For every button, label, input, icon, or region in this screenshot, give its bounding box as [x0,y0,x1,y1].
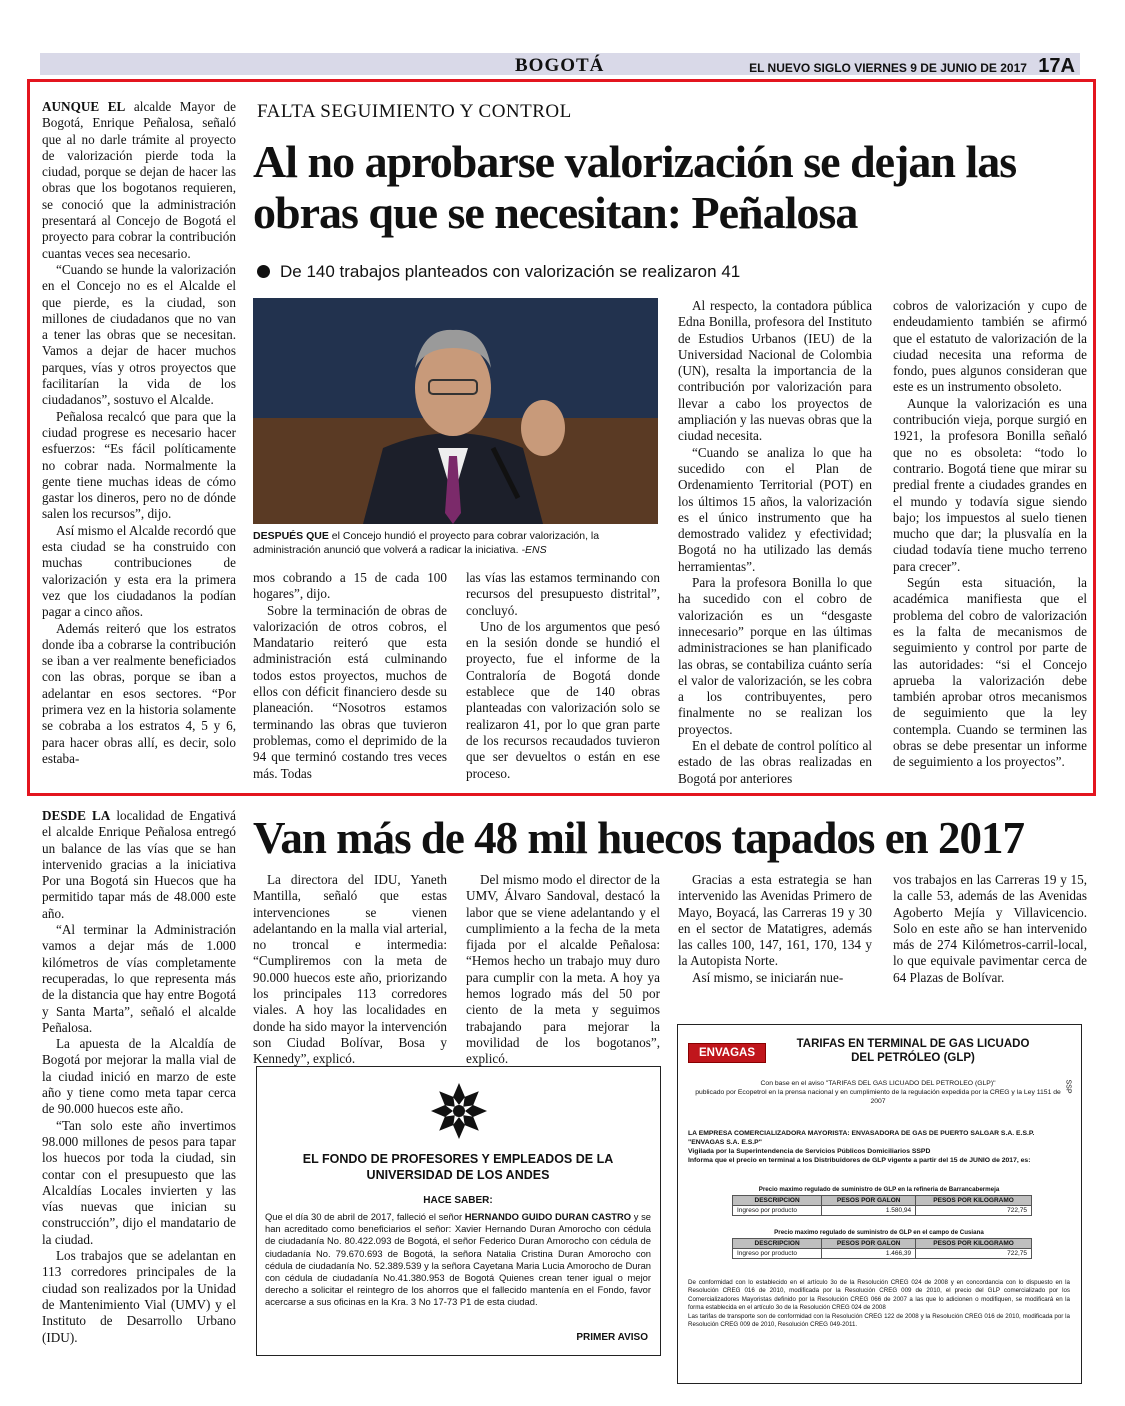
price-table-cusiana [732,1238,1032,1259]
table-cell: 722,75 [916,1206,1032,1216]
section-title: BOGOTÁ [515,55,605,76]
paragraph: las vías las estamos terminando con recursos del presupuesto distrital”, concluyó. [466,570,660,618]
bullet-icon [257,265,270,278]
notice-aviso: PRIMER AVISO [576,1332,648,1343]
table1-title: Precio maximo regulado de suministro de GLP en la refineria de Barrancabermeja [758,1186,1000,1193]
article1-column-1 [42,99,236,767]
paragraph: La apuesta de la Alcaldía de Bogotá por mejorar la malla vial de la ciudad inició en marzo de este año y tiene como meta tapar cerca de 90.000 huecos este año. [42,1036,236,1117]
ssp-side-label: SSP [1064,1079,1072,1094]
table-header: PESOS POR KILOGRAMO [916,1239,1032,1249]
table-header: PESOS POR GALON [822,1196,916,1206]
paragraph: “Al terminar la Administración vamos a dejar más de 1.000 kilómetros de vías completamente recuperadas, lo que representa más de la distancia que hay entre Bogotá y Santa Marta”, señaló el alcalde Peñalosa. [42,922,236,1035]
envagas-logo: ENVAGAS [688,1043,766,1063]
paragraph: Aunque la valorización es una contribución vieja, porque surgió en 1921, la profesora Bonilla señaló que no es obsoleta: “todo lo contrario. Bogotá tiene que mirar su predial frente a ciudades grandes en el mundo y todavía sigue siendo bajo; los impuestos al suelo tienen mucho que dar; la plusvalía en la ciudad todavía tiene mucho terreno para crecer”. [893,395,1087,574]
paragraph: “Cuando se analiza lo que ha sucedido con el Plan de Ordenamiento Territorial (POT) en los últimos 15 años, la valorización es el único instrumento que ha demostrado validez y efectividad; Bogotá no ha utilizado las demás herramientas”. [678,444,872,574]
table-cell: 1.466,39 [822,1249,916,1259]
notice-hace-saber: HACE SABER: [423,1195,493,1206]
price-table-barrancabermeja [732,1195,1032,1216]
table-cell: Ingreso por producto [733,1249,822,1259]
paragraph: Sobre la terminación de obras de valorización de otros cobros, el Mandatario reiteró que esta administración está culminando todos estos proyectos, muchos de ellos con déficit financiero desde su planeación. “Nosotros estamos terminando las obras que tuvieron problemas, como el deprimido de la 94 que terminó costando tres veces más. Todas [253,602,447,781]
paragraph: Uno de los argumentos que pesó en la sesión donde se hundió el proyecto, fue el informe de la Contraloría de Bogotá donde establece que de 140 obras planteadas con valorización solo se realizaron 41, por lo que gran parte de los recursos recaudados tuvieron que ser devueltos o están en ese proceso. [466,618,660,781]
kicker: FALTA SEGUIMIENTO Y CONTROL [257,101,572,122]
subhead [257,262,740,282]
paragraph: mos cobrando a 15 de cada 100 hogares”, dijo. [253,570,447,602]
paragraph: Peñalosa recalcó que para que la ciudad progrese es necesario hacer esfuerzos: “Es fácil políticamente no cobrar nada. Normalmente la gente tiene muchas ideas de cómo gastar los dineros, pero no de dónde salen los recursos”, dijo. [42,408,236,522]
notice-intro [688,1079,1068,1106]
photo-caption [253,529,658,557]
paragraph: Además reiteró que los estratos donde iba a cobrarse la contribución se iban a ver realmente beneficiados con las obras, porque se iban a adelantar en esos sectores. “Por primera vez en la historia solamente se cobraba a los estratos 4, 5 y 6, para hacer obras allí, es decir, solo estaba- [42,620,236,766]
paragraph: Del mismo modo el director de la UMV, Álvaro Sandoval, destacó la labor que se viene adelantando y el cumplimiento a la fecha de la meta fijada por el alcalde Peñalosa: “Hemos hecho un trabajo muy duro para cumplir con la meta. A hoy ya hemos logrado más del 50 por ciento de la meta y seguimos trabajando para mejorar la movilidad de los bogotanos”, explicó. [466,872,660,1067]
paragraph: Así mismo el Alcalde recordó que esta ciudad se ha construido con muchas contribuciones de valorización y esta era la primera vez que los ciudadanos la podían pagar a cinco años. [42,522,236,620]
company-name: LA EMPRESA COMERCIALIZADORA MAYORISTA: ENVASADORA DE GAS DE PUERTO SALGAR S.A. E.S.P. "ENVAGAS S.A. E.S.P" [688,1130,1035,1146]
photo-penalosa [253,298,658,524]
fondo-logo-icon [427,1079,491,1143]
article2-column-5 [893,872,1087,986]
notice-fondo-profesores [256,1066,661,1356]
masthead: EL NUEVO SIGLO [749,61,851,75]
paragraph: La directora del IDU, Yaneth Mantilla, señaló que estas intervenciones se vienen adelantando en la malla vial arterial, no troncal e intermedia: “Cumpliremos con la meta de 90.000 huecos este año, priorizando los principales 113 corredores viales. A hoy las localidades en donde ha sido mayor la intervención son Ciudad Bolívar, Bosa y Kennedy”, explicó. [253,872,447,1067]
paragraph: Gracias a esta estrategia se han intervenido las Avenidas Primero de Mayo, Boyacá, las Carreras 19 y 30 en el sector de Matatigres, además las calles 100, 147, 161, 170, 134 y la Autopista Norte. [678,872,872,969]
vigilada-line: Vigilada por la Superintendencia de Servicios Públicos Domiciliarios SSPD [688,1148,931,1155]
article2-column-4 [678,872,872,986]
table-cell: 722,75 [916,1249,1032,1259]
article1-column-3 [466,570,660,782]
subhead-text: De 140 trabajos planteados con valorización se realizaron 41 [280,262,741,281]
notice-title: EL FONDO DE PROFESORES Y EMPLEADOS DE LA UNIVERSIDAD DE LOS ANDES [302,1152,614,1182]
article2-column-3 [466,872,660,1068]
table-header: PESOS POR GALON [822,1239,916,1249]
notice-body-text: y se han acreditado como beneficiarios el señor: Xavier Hernando Duran Amorocho con cédula de ciudadanía No. 80.422.093 de Bogotá, el señor Federico Duran Amorocho con cédula de ciudadanía No. 79.670.693 de Bogotá, la señora Natalia Cristina Duran Amorocho con cédula de ciudadanía No. 52.389.539 y la señora Cayetana Maria Lucia Amorocho de Duran con cédula de ciudadanía No.41.380.953 de Bogotá Quienes crean tener igual o mejor derecho a solicitar el reintegro de los ahorros que el fallecido mantenía en el Fondo, favor acercarse a sus oficinas en la Kra. 3 No 17-73 P1 de esta ciudad. [265,1211,651,1308]
paragraph: localidad de Engativá el alcalde Enrique Peñalosa entregó un balance de las vías que se han intervenido gracias a la iniciativa Por una Bogotá sin Huecos que ha permitido tapar más de 48.000 este año. [42,808,236,921]
paragraph: vos trabajos en las Carreras 19 y 15, la calle 53, además de las Avenidas Agoberto Mejía y Villavicencio. Solo en este año se han intervenido más de 274 Kilómetros-carril-local, lo que equivale pavimentar cerca de 64 Plazas de Bolívar. [893,872,1087,985]
caption-lead: DESPUÉS QUE [253,530,329,542]
lead-in: AUNQUE EL [42,99,126,114]
paragraph: Los trabajos que se adelantan en 113 corredores principales de la ciudad son realizados por la Unidad de Mantenimiento Vial (UMV) y el Instituto de Desarrollo Urbano (IDU). [42,1248,236,1345]
notice-title: TARIFAS EN TERMINAL DE GAS LICUADO DEL PETRÓLEO (GLP) [796,1038,1030,1064]
page-number: 17A [1038,55,1075,77]
intro-line: publicado por Ecopetrol en la prensa nacional y en cumplimiento de la regulación expedida por la CREG y la Ley 1151 de 2007 [695,1089,1061,1105]
paragraph: En el debate de control político al estado de las obras realizadas en Bogotá por anteriores [678,738,872,786]
table-header: PESOS POR KILOGRAMO [916,1196,1032,1206]
table2-title: Precio maximo regulado de suministro de GLP en el campo de Cusiana [774,1229,984,1236]
table-header: DESCRIPCION [733,1196,822,1206]
notice-company [688,1129,1068,1165]
paragraph: alcalde Mayor de Bogotá, Enrique Peñalosa, señaló que al no darle trámite al proyecto de valorización pierde toda la ciudad, porque se dejan de hacer las obras que los bogotanos requieren, se conoció que la administración presentará al Concejo de Bogotá el proyecto para cobrar la contribución cuantas veces sea necesario. [42,99,236,261]
table-row [733,1206,1032,1216]
speaker-illustration [253,298,658,524]
table-header: DESCRIPCION [733,1239,822,1249]
lead-in: DESDE LA [42,808,111,823]
article2-column-2 [253,872,447,1068]
table-cell: Ingreso por producto [733,1206,822,1216]
paragraph: cobros de valorización y cupo de endeudamiento también se afirmó que el estatuto de valorización de la ciudad necesita una reforma de fondo, pues algunos consideran que este es un instrumento obsoleto. [893,298,1087,395]
article1-column-4 [678,298,872,787]
date: VIERNES 9 DE JUNIO DE 2017 [854,61,1027,75]
article1-column-2 [253,570,447,782]
paragraph: Según esta situación, la académica manifiesta que el problema del cobro de valorización es la falta de mecanismos de seguimiento y control por parte de las autoridades: “si el Concejo aprueba la valorización debe también aprobar otros mecanismos de seguimiento que la ley contempla. Cuando se terminen las obras se debe presentar un informe de seguimiento a los proyectos”. [893,575,1087,770]
article1-column-5 [893,298,1087,771]
headline: Van más de 48 mil huecos tapados en 2017 [253,813,1024,863]
paragraph: Para la profesora Bonilla lo que ha sucedido con el cobro de valorización es un “desgaste innecesario” porque en las últimas administraciones se han planificado las obras, se contabiliza cuánto sería el valor de valorización, se les cobra a los contribuyentes, pero finalmente no se realizan los proyectos. [678,575,872,737]
notice-body-text: Que el día 30 de abril de 2017, falleció el señor [265,1211,465,1222]
paragraph: “Cuando se hunde la valorización en el Concejo no es el Alcalde el que pierde, es la ciudad, son millones de ciudadanos que no van a tener las obras que se necesitan. Vamos a dejar de hacer muchos parques, vías y otros proyectos que facilitarían la vida de los ciudadanos”, sostuvo el Alcalde. [42,261,236,408]
table-cell: 1.580,94 [822,1206,916,1216]
paragraph: Así mismo, se iniciarán nue- [692,969,844,985]
notice-footer [688,1279,1070,1329]
informa-line: Informa que el precio en terminal a los Distribuidores de GLP vigente a partir del 15 de JUNIO de 2017, es: [688,1157,1031,1164]
caption-credit: -ENS [518,544,547,556]
notice-deceased-name: HERNANDO GUIDO DURAN CASTRO [464,1211,632,1222]
paragraph: “Tan solo este año invertimos 98.000 millones de pesos para tapar los huecos por toda la ciudad, sin contar con el presupuesto que las Alcaldías Locales invierten y las vías nuevas que inician su construcción”, dijo el mandatario de la ciudad. [42,1117,236,1247]
headline: Al no aprobarse valorización se dejan las obras que se necesitan: Peñalosa [253,136,1017,238]
footer-text: De conformidad con lo establecido en el artículo 3o de la Resolución CREG 024 de 2008 y en concordancia con lo dispuesto en la Resolución CREG 016 de 2010, modificada por la Resolución CREG 009 de 2010, el precio del GLP comercializado por los Comercializadores Mayoristas definido por la Resolución CREG 066 de 2007 a las que lo adicionen o modifiquen, se modificará en la forma establecida en el artículo 3o de la Resolución CREG 024 de 2008 [688,1279,1070,1312]
caption-text: el Concejo hundió el proyecto para cobrar valorización, la administración anunció que volverá a radicar la iniciativa. [253,530,600,556]
notice-body [265,1211,651,1309]
table-row [733,1249,1032,1259]
intro-line: Con base en el aviso "TARIFAS DEL GAS LICUADO DEL PETROLEO (GLP)" [760,1080,996,1087]
article2-column-1 [42,808,236,1346]
footer-text: Las tarifas de transporte son de conformidad con la Resolución CREG 122 de 2008 y la Resolución CREG 016 de 2010, modificada por la Resolución CREG 009 de 2010, Resolución CREG 049-2011. [688,1312,1070,1329]
notice-envagas [677,1024,1082,1384]
masthead-line [749,55,1075,78]
paragraph: Al respecto, la contadora pública Edna Bonilla, profesora del Instituto de Estudios Urbanos (IEU) de la Universidad Nacional de Colombia (UN), resalta la importancia de la contribución por valorización para llevar a cabo los proyectos de ampliación y las nuevas obras que la ciudad necesita. [678,298,872,444]
